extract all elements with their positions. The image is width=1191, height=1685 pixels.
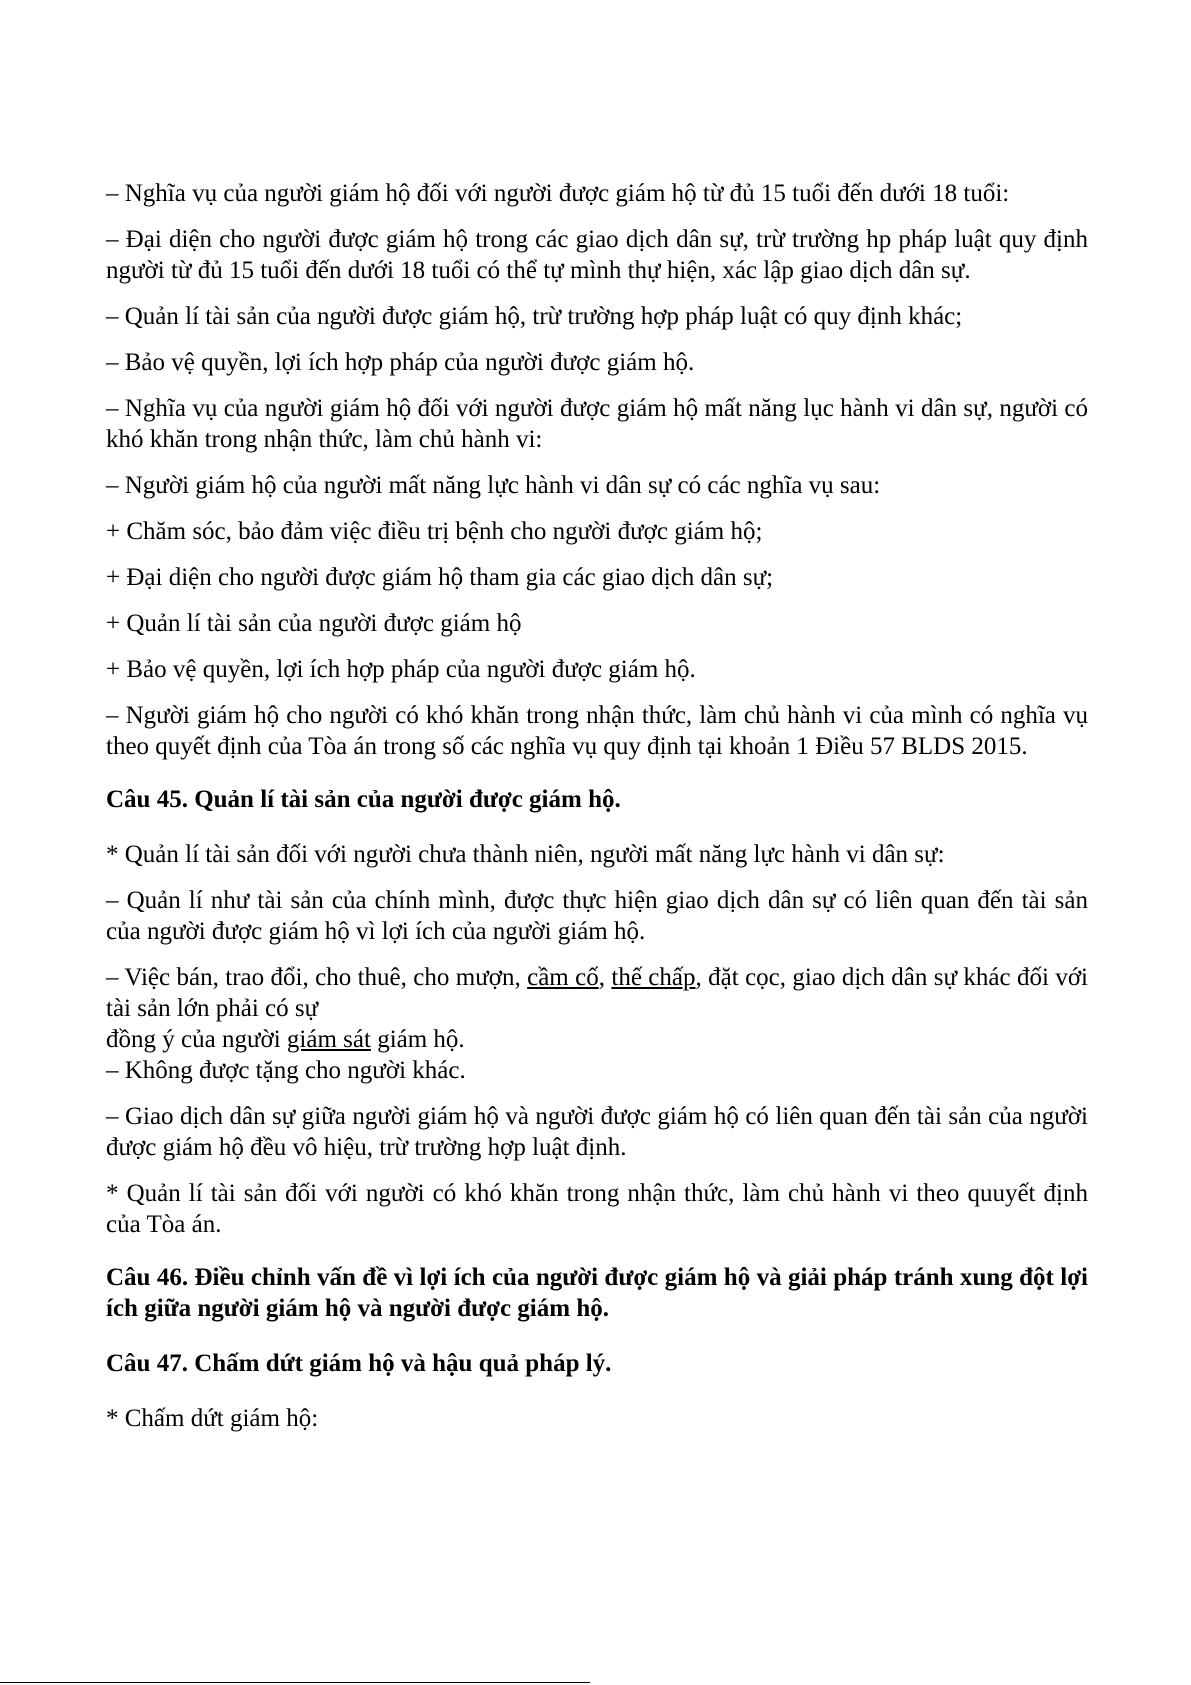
bullet-protect: + Bảo vệ quyền, lợi ích hợp pháp của người được giám hộ. [106,656,696,683]
paragraph-guardian-duties: – Người giám hộ của người mất năng lực hành vi dân sự có các nghĩa vụ sau: [106,472,881,499]
bullet-manage: + Quản lí tài sản của người được giám hộ [106,610,522,637]
paragraph-duty-15-18: – Nghĩa vụ của người giám hộ đối với người được giám hộ từ đủ 15 tuổi đến dưới 18 tuổi: [106,180,1010,207]
q45-p3-text-1: – Việc bán, trao đổi, cho thuê, cho mượn, [106,964,528,991]
footer-divider [0,1682,590,1683]
paragraph-manage-property: – Quản lí tài sản của người được giám hộ, trừ trường hợp pháp luật có quy định khác; [106,303,963,330]
heading-cau-46: Câu 46. Điều chỉnh vấn đề vì lợi ích của người được giám hộ và giải pháp tránh xung đột lợi ích giữa người giám hộ và người được giám hộ. [106,1264,1088,1322]
q47-paragraph-1: * Chấm dứt giám hộ: [106,1405,319,1432]
heading-cau-47: Câu 47. Chấm dứt giám hộ và hậu quả pháp lý. [106,1350,612,1377]
q45-paragraph-7: * Quản lí tài sản đối với người có khó khăn trong nhận thức, làm chủ hành vi theo quuyết định của Tòa án. [106,1180,1088,1238]
q45-paragraph-1: * Quản lí tài sản đối với người chưa thành niên, người mất năng lực hành vi dân sự: [106,841,945,868]
q45-paragraph-5: – Không được tặng cho người khác. [106,1057,466,1084]
link-cam-co[interactable]: cầm cố [527,964,599,991]
q45-paragraph-3 [106,962,1088,1024]
q45-p3-text-2: , đặt cọc, giao dịch dân sự khác đối với tài sản lớn phải có sự [106,964,1088,1022]
q45-paragraph-2: – Quản lí như tài sản của chính mình, được thực hiện giao dịch dân sự có liên quan đến tài sản của người được giám hộ vì lợi ích của người giám hộ. [106,887,1088,945]
paragraph-court-decision: – Người giám hộ cho người có khó khăn trong nhận thức, làm chủ hành vi của mình có nghĩa vụ theo quyết định của Tòa án trong số các nghĩa vụ quy định tại khoản 1 Điều 57 BLDS 2015. [106,702,1088,760]
q45-paragraph-4 [106,1024,1088,1055]
paragraph-duty-incapacity: – Nghĩa vụ của người giám hộ đối với người được giám hộ mất năng lục hành vi dân sự, người có khó khăn trong nhận thức, làm chủ hành vi: [106,395,1088,453]
paragraph-represent: – Đại diện cho người được giám hộ trong các giao dịch dân sự, trừ trường hp pháp luật quy định người từ đủ 15 tuổi đến dưới 18 tuổi có thể tự mình thự hiện, xác lập giao dịch dân sự. [106,226,1088,284]
bullet-represent: + Đại diện cho người được giám hộ tham gia các giao dịch dân sự; [106,564,774,591]
q45-paragraph-6: – Giao dịch dân sự giữa người giám hộ và người được giám hộ có liên quan đến tài sản của người được giám hộ đều vô hiệu, trừ trường hợp luật định. [106,1103,1088,1161]
paragraph-protect-rights: – Bảo vệ quyền, lợi ích hợp pháp của người được giám hộ. [106,349,695,376]
heading-cau-45: Câu 45. Quản lí tài sản của người được giám hộ. [106,786,621,813]
q45-p4-text-2: giám hộ. [370,1026,465,1053]
bullet-care: + Chăm sóc, bảo đảm việc điều trị bệnh cho người được giám hộ; [106,518,763,545]
link-the-chap[interactable]: thế chấp [611,964,696,991]
q45-p4-text-1: đồng ý của người [106,1026,287,1053]
document-page [106,178,1088,1449]
link-giam-sat[interactable]: giám sát [286,1026,371,1053]
q45-p3-separator: , [598,964,612,991]
